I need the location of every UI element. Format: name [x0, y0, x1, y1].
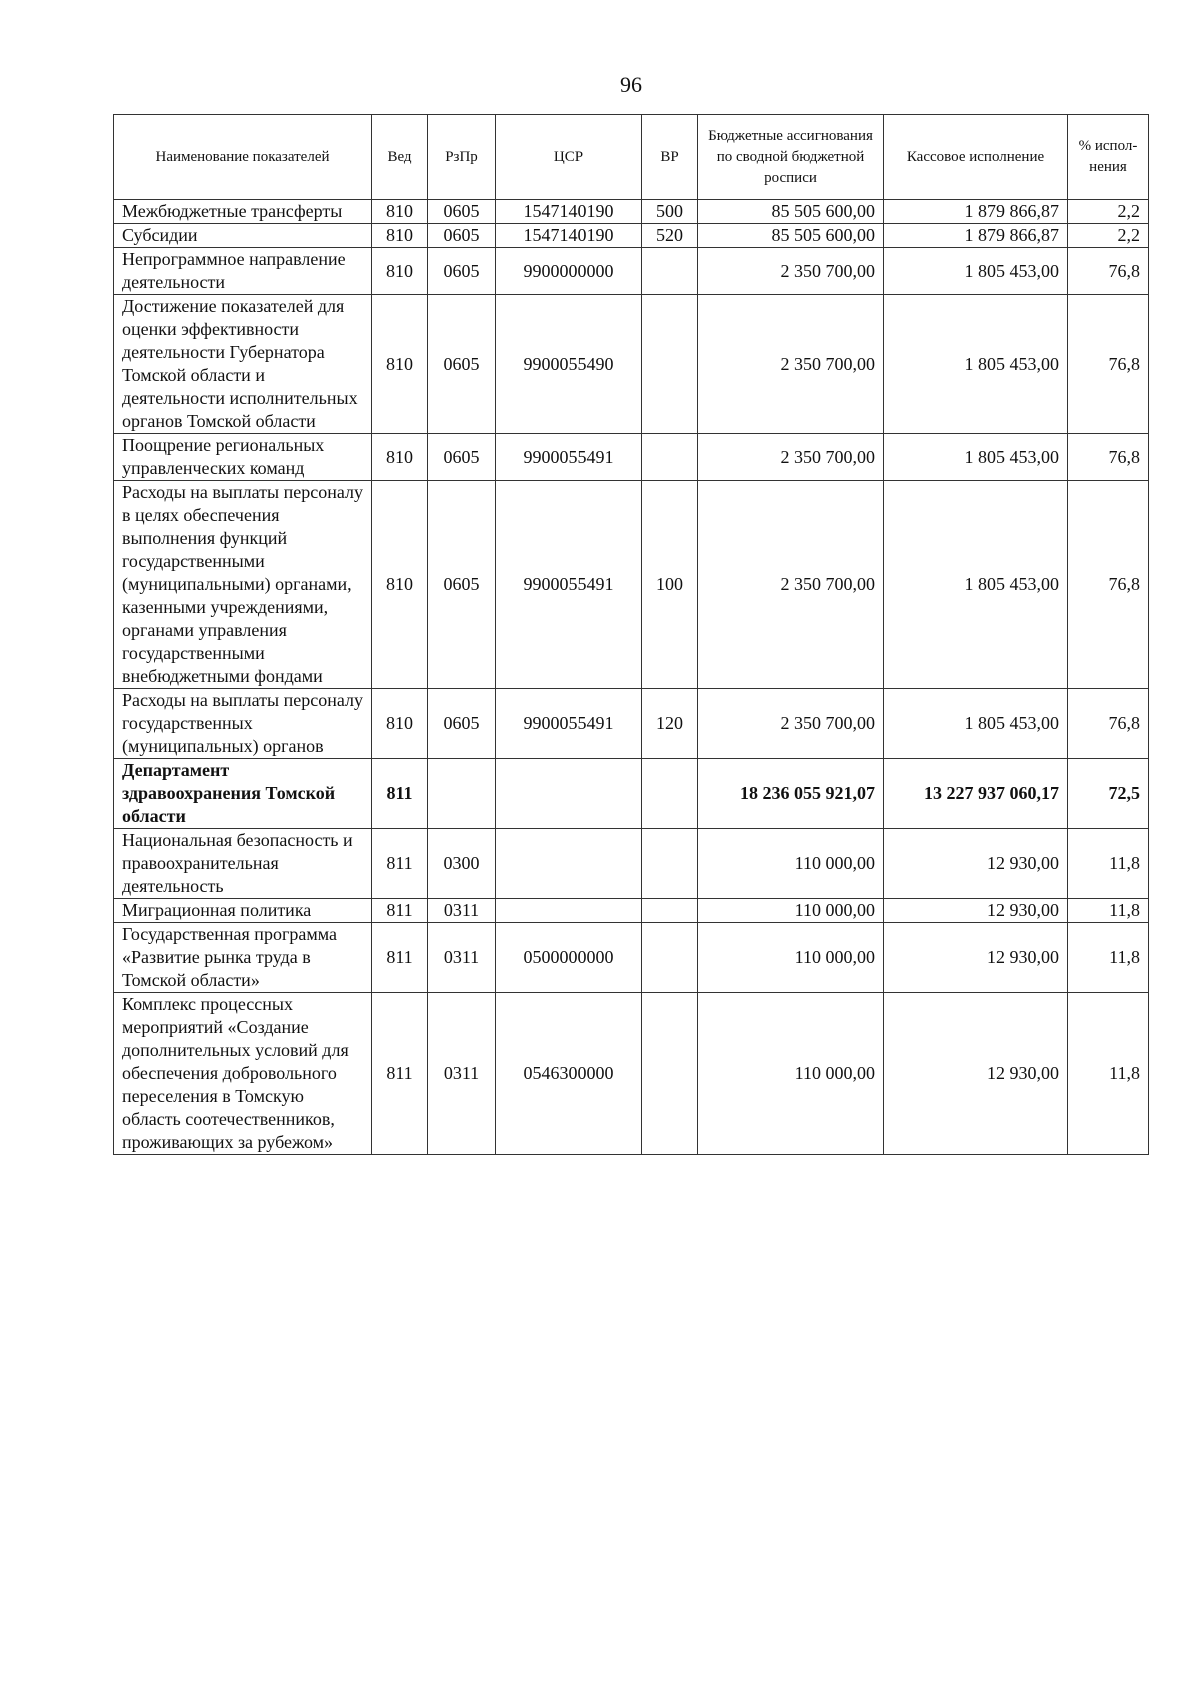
cell-rzpr: 0605 [428, 200, 496, 224]
cell-name: Расходы на выплаты персоналу государственных (муниципальных) органов [114, 689, 372, 759]
cell-csr: 0546300000 [496, 993, 642, 1155]
cell-cash-execution: 1 805 453,00 [884, 481, 1068, 689]
cell-ved: 811 [372, 829, 428, 899]
cell-csr: 9900055491 [496, 481, 642, 689]
table-row [114, 899, 1149, 923]
table-row [114, 759, 1149, 829]
cell-cash-execution: 12 930,00 [884, 829, 1068, 899]
cell-vr: 500 [642, 200, 698, 224]
cell-cash-execution: 13 227 937 060,17 [884, 759, 1068, 829]
table-row [114, 829, 1149, 899]
table-row [114, 481, 1149, 689]
cell-percent-execution: 76,8 [1068, 248, 1149, 295]
table-row [114, 224, 1149, 248]
table-row [114, 689, 1149, 759]
cell-name: Миграционная политика [114, 899, 372, 923]
cell-assignments: 2 350 700,00 [698, 248, 884, 295]
cell-percent-execution: 11,8 [1068, 923, 1149, 993]
cell-rzpr: 0605 [428, 248, 496, 295]
cell-rzpr: 0605 [428, 295, 496, 434]
cell-assignments: 110 000,00 [698, 899, 884, 923]
header-vr: ВР [642, 115, 698, 200]
cell-rzpr: 0605 [428, 224, 496, 248]
page-number: 96 [620, 72, 642, 97]
cell-percent-execution: 2,2 [1068, 224, 1149, 248]
header-percent-execution: % испол-нения [1068, 115, 1149, 200]
cell-ved: 810 [372, 434, 428, 481]
cell-ved: 810 [372, 295, 428, 434]
cell-cash-execution: 1 805 453,00 [884, 248, 1068, 295]
cell-rzpr: 0605 [428, 481, 496, 689]
cell-name: Поощрение региональных управленческих команд [114, 434, 372, 481]
table-row [114, 200, 1149, 224]
cell-assignments: 2 350 700,00 [698, 689, 884, 759]
cell-cash-execution: 1 805 453,00 [884, 434, 1068, 481]
cell-vr [642, 248, 698, 295]
cell-rzpr [428, 759, 496, 829]
cell-ved: 810 [372, 481, 428, 689]
cell-csr: 1547140190 [496, 224, 642, 248]
cell-ved: 811 [372, 923, 428, 993]
table-header-row [114, 115, 1149, 200]
cell-name: Государственная программа «Развитие рынка труда в Томской области» [114, 923, 372, 993]
header-assignments: Бюджетные ассигнования по сводной бюджетной росписи [698, 115, 884, 200]
cell-cash-execution: 1 805 453,00 [884, 295, 1068, 434]
cell-vr [642, 899, 698, 923]
cell-percent-execution: 11,8 [1068, 829, 1149, 899]
cell-csr: 9900055491 [496, 434, 642, 481]
cell-rzpr: 0311 [428, 923, 496, 993]
cell-vr [642, 759, 698, 829]
cell-percent-execution: 76,8 [1068, 481, 1149, 689]
cell-csr [496, 829, 642, 899]
cell-csr: 9900000000 [496, 248, 642, 295]
cell-vr [642, 434, 698, 481]
cell-vr [642, 923, 698, 993]
table-row [114, 295, 1149, 434]
cell-name: Межбюджетные трансферты [114, 200, 372, 224]
cell-name: Национальная безопасность и правоохранительная деятельность [114, 829, 372, 899]
cell-ved: 811 [372, 993, 428, 1155]
cell-assignments: 85 505 600,00 [698, 224, 884, 248]
cell-rzpr: 0300 [428, 829, 496, 899]
cell-assignments: 110 000,00 [698, 829, 884, 899]
cell-percent-execution: 76,8 [1068, 295, 1149, 434]
cell-percent-execution: 2,2 [1068, 200, 1149, 224]
cell-ved: 810 [372, 224, 428, 248]
cell-cash-execution: 1 879 866,87 [884, 224, 1068, 248]
cell-vr [642, 295, 698, 434]
cell-rzpr: 0605 [428, 689, 496, 759]
header-csr: ЦСР [496, 115, 642, 200]
table-row [114, 248, 1149, 295]
cell-name: Департамент здравоохранения Томской области [114, 759, 372, 829]
cell-percent-execution: 76,8 [1068, 434, 1149, 481]
cell-rzpr: 0311 [428, 899, 496, 923]
cell-vr [642, 829, 698, 899]
cell-vr: 120 [642, 689, 698, 759]
cell-vr: 520 [642, 224, 698, 248]
cell-assignments: 18 236 055 921,07 [698, 759, 884, 829]
cell-vr: 100 [642, 481, 698, 689]
cell-assignments: 110 000,00 [698, 993, 884, 1155]
cell-cash-execution: 12 930,00 [884, 923, 1068, 993]
cell-rzpr: 0311 [428, 993, 496, 1155]
cell-csr: 1547140190 [496, 200, 642, 224]
cell-csr: 9900055490 [496, 295, 642, 434]
cell-rzpr: 0605 [428, 434, 496, 481]
cell-name: Достижение показателей для оценки эффективности деятельности Губернатора Томской области и деятельности исполнительных органов Томской области [114, 295, 372, 434]
table-row [114, 993, 1149, 1155]
budget-execution-table [113, 114, 1149, 1155]
cell-name: Субсидии [114, 224, 372, 248]
cell-name: Расходы на выплаты персоналу в целях обеспечения выполнения функций государственными (муниципальными) органами, казенными учреждениями, органами управления государственными внебюджетными фондами [114, 481, 372, 689]
header-ved: Вед [372, 115, 428, 200]
cell-cash-execution: 1 805 453,00 [884, 689, 1068, 759]
header-rzpr: РзПр [428, 115, 496, 200]
cell-csr [496, 759, 642, 829]
cell-assignments: 85 505 600,00 [698, 200, 884, 224]
cell-ved: 810 [372, 689, 428, 759]
cell-assignments: 110 000,00 [698, 923, 884, 993]
table-row [114, 923, 1149, 993]
cell-csr: 9900055491 [496, 689, 642, 759]
cell-name: Непрограммное направление деятельности [114, 248, 372, 295]
cell-name: Комплекс процессных мероприятий «Создание дополнительных условий для обеспечения добровольного переселения в Томскую область соотечественников, проживающих за рубежом» [114, 993, 372, 1155]
cell-csr: 0500000000 [496, 923, 642, 993]
cell-percent-execution: 11,8 [1068, 993, 1149, 1155]
cell-percent-execution: 11,8 [1068, 899, 1149, 923]
cell-percent-execution: 76,8 [1068, 689, 1149, 759]
cell-cash-execution: 1 879 866,87 [884, 200, 1068, 224]
header-cash-execution: Кассовое исполнение [884, 115, 1068, 200]
cell-percent-execution: 72,5 [1068, 759, 1149, 829]
cell-csr [496, 899, 642, 923]
cell-assignments: 2 350 700,00 [698, 295, 884, 434]
table-row [114, 434, 1149, 481]
cell-ved: 811 [372, 899, 428, 923]
cell-ved: 810 [372, 248, 428, 295]
cell-cash-execution: 12 930,00 [884, 993, 1068, 1155]
cell-vr [642, 993, 698, 1155]
cell-ved: 810 [372, 200, 428, 224]
cell-assignments: 2 350 700,00 [698, 434, 884, 481]
cell-cash-execution: 12 930,00 [884, 899, 1068, 923]
header-name: Наименование показателей [114, 115, 372, 200]
cell-assignments: 2 350 700,00 [698, 481, 884, 689]
cell-ved: 811 [372, 759, 428, 829]
